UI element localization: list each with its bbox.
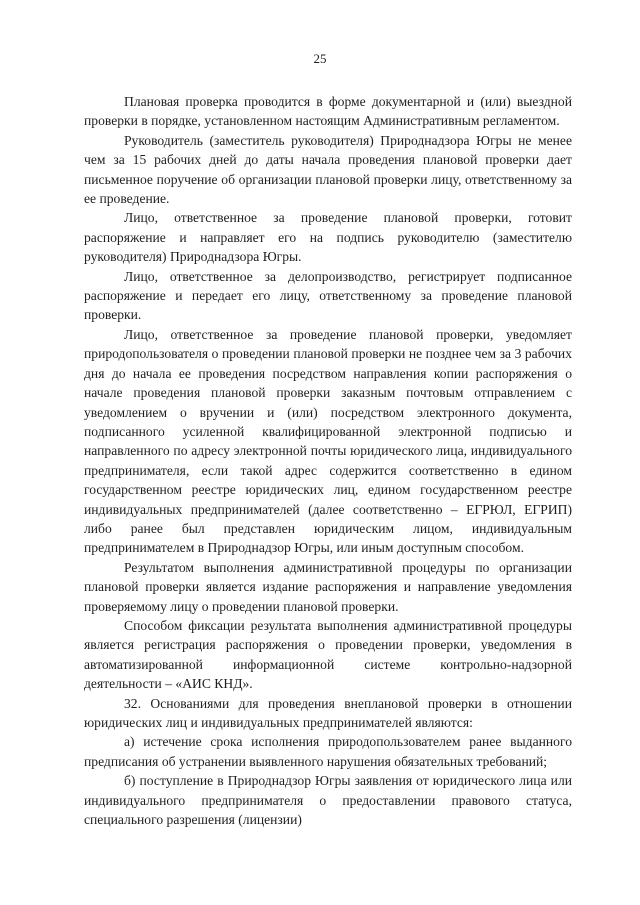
paragraph-procedure-result: Результатом выполнения административной процедуры по организации плановой проверки является издание распоряжения и направление уведомления проверяемому лицу о проведении плановой проверки. [84,559,572,614]
paragraph-result-fixation: Способом фиксации результата выполнения административной процедуры является регистрация распоряжения о проведении проверки, уведомления в автоматизированной информационной системе контрольно-надзорной деятельности – «АИС КНД». [84,617,572,692]
paragraph-scheduled-inspection-form: Плановая проверка проводится в форме документарной и (или) выездной проверки в порядке, установленном настоящим Административным регламентом. [84,94,572,129]
list-item-b: б) поступление в Природнадзор Югры заявления от юридического лица или индивидуального предпринимателя о предоставлении правового статуса, специального разрешения (лицензии) [84,773,572,828]
list-item-a: а) истечение срока исполнения природопользователем ранее выданного предписания об устранении выявленного нарушения обязательных требований; [84,734,572,769]
paragraph-clause-32: 32. Основаниями для проведения внеплановой проверки в отношении юридических лиц и индивидуальных предпринимателей являются: [84,695,572,730]
paragraph-order-registration: Лицо, ответственное за делопроизводство, регистрирует подписанное распоряжение и передает его лицу, ответственному за проведение плановой проверки. [84,268,572,323]
page-number: 25 [313,51,327,66]
document-body [84,92,572,829]
paragraph-notification: Лицо, ответственное за проведение плановой проверки, уведомляет природопользователя о проведении плановой проверки не позднее чем за 3 рабочих дня до начала ее проведения посредством направления копии распоряжения о начале проведения плановой проверки заказным почтовым отправлением с уведомлением о вручении и (или) посредством электронного документа, подписанного усиленной квалифицированной электронной подписью и направленного по адресу электронной почты юридического лица, индивидуального предпринимателя, если такой адрес содержится соответственно в едином государственном реестре юридических лиц, едином государственном реестре индивидуальных предпринимателей (далее соответственно – ЕГРЮЛ, ЕГРИП) либо ранее был представлен юридическим лицом, индивидуальным предпринимателем в Природнадзор Югры, или иным доступным способом. [84,326,572,556]
paragraph-head-instruction: Руководитель (заместитель руководителя) Природнадзора Югры не менее чем за 15 рабочих дней до даты начала проведения плановой проверки дает письменное поручение об организации плановой проверки лицу, ответственному за ее проведение. [84,132,572,207]
paragraph-order-preparation: Лицо, ответственное за проведение плановой проверки, готовит распоряжение и направляет его на подпись руководителю (заместителю руководителя) Природнадзора Югры. [84,210,572,265]
